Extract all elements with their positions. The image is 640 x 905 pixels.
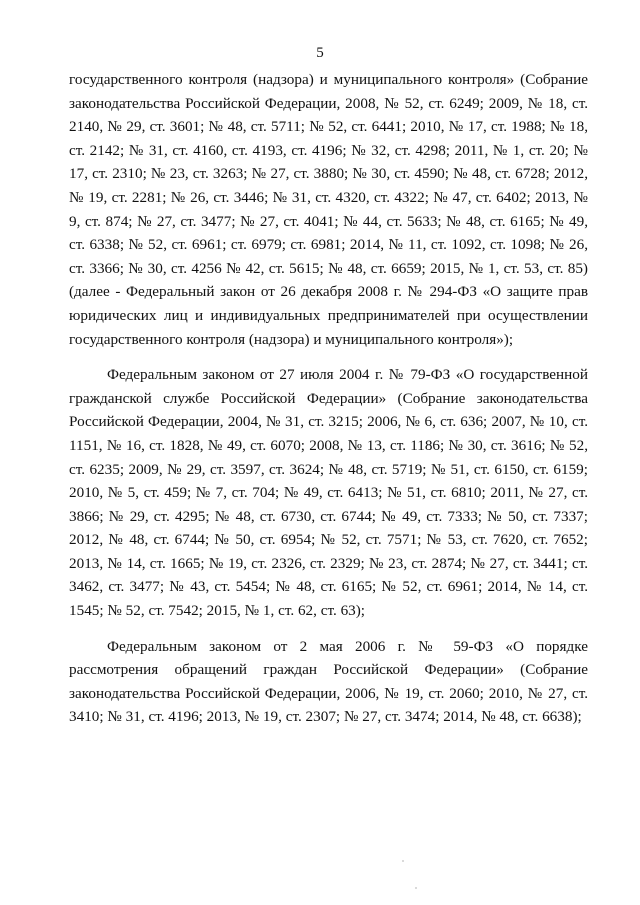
scan-speck — [402, 860, 404, 862]
scan-speck — [415, 887, 417, 889]
document-body — [69, 68, 588, 729]
page-number: 5 — [316, 45, 324, 61]
paragraph-294-fz-citation: государственного контроля (надзора) и муниципального контроля» (Собрание законодательства Российской Федерации, 2008, № 52, ст. 6249; 2009, № 18, ст. 2140, № 29, ст. 3601; № 48, ст. 5711; № 52, ст. 6441; 2010, № 17, ст. 1988; № 18, ст. 2142; № 31, ст. 4160, ст. 4193, ст. 4196; № 32, ст. 4298; 2011, № 1, ст. 20; № 17, ст. 2310; № 23, ст. 3263; № 27, ст. 3880; № 30, ст. 4590; № 48, ст. 6728; 2012, № 19, ст. 2281; № 26, ст. 3446; № 31, ст. 4320, ст. 4322; № 47, ст. 6402; 2013, № 9, ст. 874; № 27, ст. 3477; № 27, ст. 4041; № 44, ст. 5633; № 48, ст. 6165; № 49, ст. 6338; № 52, ст. 6961; ст. 6979; ст. 6981; 2014, № 11, ст. 1092, ст. 1098; № 26, ст. 3366; № 30, ст. 4256 № 42, ст. 5615; № 48, ст. 6659; 2015, № 1, ст. 53, ст. 85) (далее - Федеральный закон от 26 декабря 2008 г. № 294-ФЗ «О защите прав юридических лиц и индивидуальных предпринимателей при осуществлении государственного контроля (надзора) и муниципального контроля»); — [69, 71, 588, 348]
paragraph-59-fz-citation: Федеральным законом от 2 мая 2006 г. № 59-ФЗ «О порядке рассмотрения обращений граждан Российской Федерации» (Собрание законодательства Российской Федерации, 2006, № 19, ст. 2060; 2010, № 27, ст. 3410; № 31, ст. 4196; 2013, № 19, ст. 2307; № 27, ст. 3474; 2014, № 48, ст. 6638); — [69, 637, 588, 726]
paragraph-spacer — [69, 623, 588, 635]
paragraph-79-fz-citation: Федеральным законом от 27 июля 2004 г. № 79-ФЗ «О государственной гражданской службе Российской Федерации» (Собрание законодательства Российской Федерации, 2004, № 31, ст. 3215; 2006, № 6, ст. 636; 2007, № 10, ст. 1151, № 16, ст. 1828, № 49, ст. 6070; 2008, № 13, ст. 1186; № 30, ст. 3616; № 52, ст. 6235; 2009, № 29, ст. 3597, ст. 3624; № 48, ст. 5719; № 51, ст. 6150, ст. 6159; 2010, № 5, ст. 459; № 7, ст. 704; № 49, ст. 6413; № 51, ст. 6810; 2011, № 27, ст. 3866; № 29, ст. 4295; № 48, ст. 6730, ст. 6744; № 49, ст. 7333; № 50, ст. 7337; 2012, № 48, ст. 6744; № 50, ст. 6954; № 52, ст. 7571; № 53, ст. 7620, ст. 7652; 2013, № 14, ст. 1665; № 19, ст. 2326, ст. 2329; № 23, ст. 2874; № 27, ст. 3441; ст. 3462, ст. 3477; № 43, ст. 5454; № 48, ст. 6165; № 52, ст. 6961; 2014, № 14, ст. 1545; № 52, ст. 7542; 2015, № 1, ст. 62, ст. 63); — [69, 366, 588, 620]
paragraph-spacer — [69, 351, 588, 363]
